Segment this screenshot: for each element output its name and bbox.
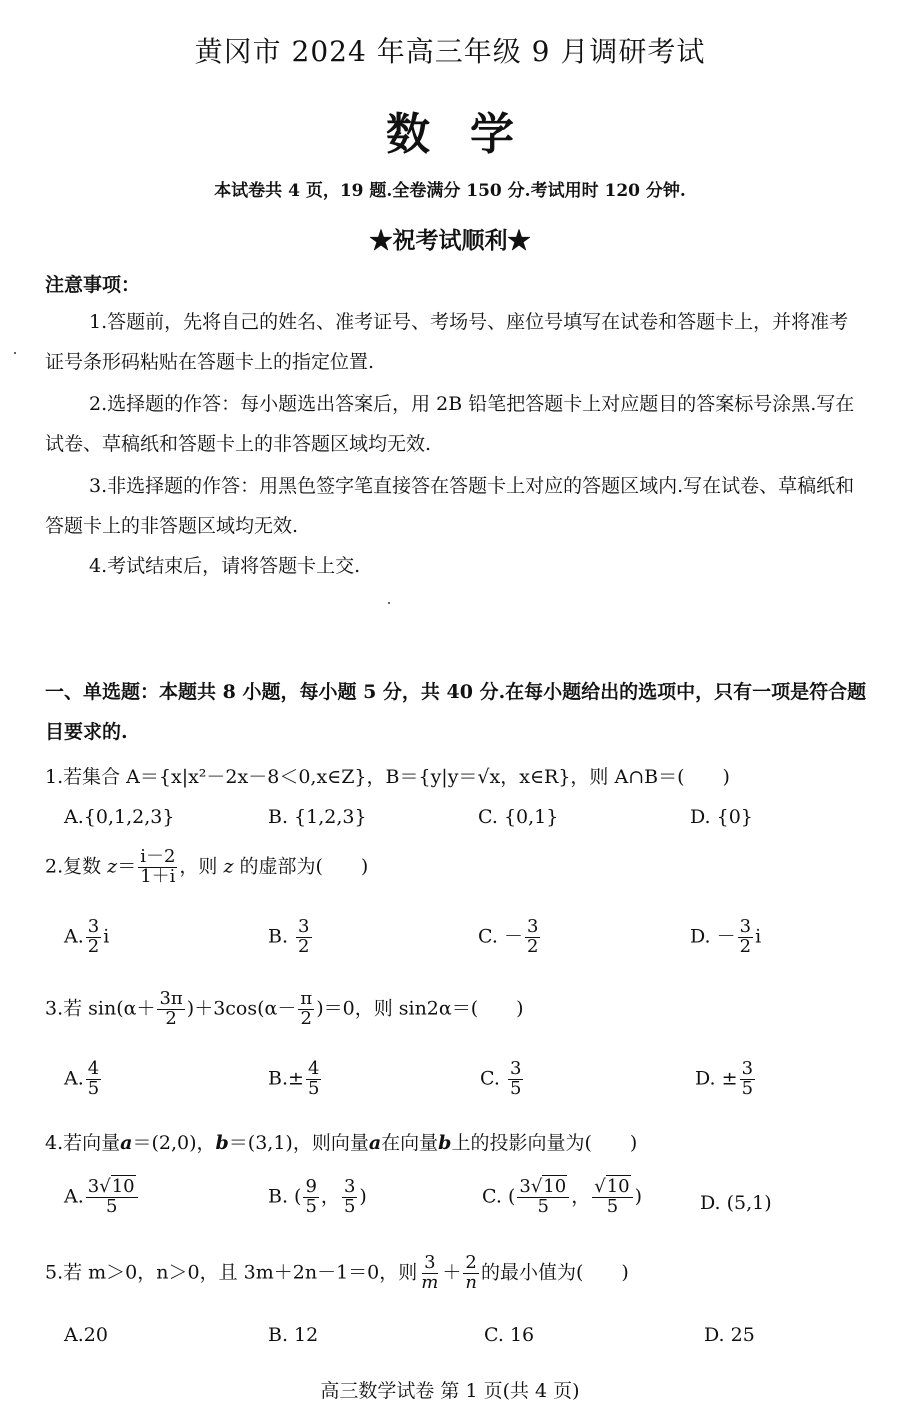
numerator: 3 bbox=[87, 916, 100, 937]
denominator: 2 bbox=[300, 1007, 312, 1029]
denominator: 5 bbox=[509, 1077, 522, 1099]
option-fraction bbox=[342, 1178, 357, 1217]
q2-eq: ＝ bbox=[117, 855, 137, 878]
radicand: 10 bbox=[111, 1176, 135, 1197]
numerator: 3 bbox=[343, 1176, 356, 1197]
option-tail: i bbox=[103, 925, 110, 948]
numerator: 3 bbox=[741, 1058, 754, 1079]
note-item-1: 1.答题前，先将自己的姓名、准考证号、考场号、座位号填写在试卷和答题卡上，并将准考证号条形码粘贴在答题卡上的指定位置. bbox=[45, 311, 849, 373]
denominator: n bbox=[465, 1271, 477, 1293]
page-footer: 高三数学试卷 第 1 页(共 4 页) bbox=[320, 1380, 580, 1402]
q2-option-c bbox=[478, 918, 542, 957]
numerator: 3 bbox=[298, 916, 310, 937]
numerator: 3 bbox=[526, 916, 539, 937]
q1-option-d: D. {0} bbox=[690, 806, 753, 828]
q2-denominator: 1＋i bbox=[140, 865, 176, 887]
q3-option-d bbox=[695, 1060, 757, 1099]
q1-option-a: A.{0,1,2,3} bbox=[64, 806, 175, 828]
q4-option-d: D. (5,1) bbox=[700, 1192, 772, 1214]
q5-part-1: 5.若 m＞0，n＞0，且 3m＋2n－1＝0，则 bbox=[45, 1261, 418, 1284]
option-label: A. bbox=[64, 925, 84, 948]
coefficient: 3 bbox=[87, 1176, 100, 1197]
q4-part-4: 在向量 bbox=[381, 1132, 439, 1154]
q2-suffix-post: 的虚部为( ) bbox=[233, 855, 369, 878]
q4-option-c bbox=[482, 1178, 642, 1217]
numerator: 3 bbox=[739, 916, 752, 937]
option-label: B. bbox=[268, 925, 295, 948]
notes-heading: 注意事项： bbox=[45, 274, 141, 296]
option-fraction bbox=[592, 1178, 632, 1217]
radicand: 10 bbox=[543, 1176, 567, 1197]
option-sign: ± bbox=[721, 1067, 738, 1090]
option-label: D. bbox=[690, 925, 717, 948]
denominator: 2 bbox=[165, 1007, 177, 1029]
vector-b: b bbox=[438, 1132, 452, 1154]
option-fraction bbox=[740, 1060, 755, 1099]
numerator: 9 bbox=[305, 1176, 317, 1197]
question-1-stem: 1.若集合 A＝{x|x²－2x－8＜0,x∈Z}，B＝{y|y＝√x，x∈R}，则 A∩B＝( ) bbox=[45, 766, 730, 788]
q2-suffix-pre: ，则 bbox=[179, 855, 224, 878]
option-label: C. bbox=[478, 925, 504, 948]
q5-option-c: C. 16 bbox=[484, 1324, 535, 1346]
q3-option-b bbox=[268, 1060, 323, 1099]
q3-part-2: )＋3cos(α－ bbox=[186, 997, 297, 1020]
note-item-2: 2.选择题的作答：每小题选出答案后，用 2B 铅笔把答题卡上对应题目的答案标号涂黑.写在试卷、草稿纸和答题卡上的非答题区域均无效. bbox=[45, 393, 855, 455]
coefficient: 3 bbox=[519, 1176, 531, 1197]
q3-part-1: 3.若 sin(α＋ bbox=[45, 997, 156, 1020]
exam-title: 黄冈市 2024 年高三年级 9 月调研考试 bbox=[194, 35, 706, 68]
q5-option-a: A.20 bbox=[64, 1324, 108, 1346]
denominator: 2 bbox=[87, 935, 100, 957]
subject-title: 数学 bbox=[386, 109, 554, 160]
denominator: 5 bbox=[537, 1195, 549, 1217]
q5-option-b: B. 12 bbox=[268, 1324, 319, 1346]
denominator: 5 bbox=[741, 1077, 754, 1099]
close-paren: ) bbox=[634, 1185, 643, 1208]
q4-option-b bbox=[268, 1178, 367, 1217]
separator: ， bbox=[320, 1185, 340, 1208]
q2-numerator: i－2 bbox=[140, 846, 176, 867]
denominator: 2 bbox=[526, 935, 539, 957]
q3-option-a bbox=[64, 1060, 103, 1099]
option-sign: － bbox=[503, 925, 523, 948]
q2-fraction bbox=[138, 848, 177, 887]
q5-fraction-2 bbox=[463, 1254, 479, 1293]
scan-speck bbox=[14, 352, 16, 354]
q4-part-3: ＝(3,1)，则向量 bbox=[228, 1132, 369, 1154]
q2-option-d bbox=[690, 918, 761, 957]
separator: ， bbox=[571, 1185, 591, 1208]
denominator: 5 bbox=[105, 1195, 118, 1217]
question-4-stem bbox=[45, 1128, 637, 1155]
q3-fraction-1 bbox=[157, 990, 184, 1029]
numerator: 3√10 bbox=[86, 1178, 138, 1198]
option-fraction bbox=[306, 1060, 321, 1099]
denominator: 5 bbox=[606, 1195, 619, 1217]
note-item-3: 3.非选择题的作答：用黑色签字笔直接答在答题卡上对应的答题区域内.写在试卷、草稿纸和答题卡上的非答题区域均无效. bbox=[45, 475, 855, 537]
option-fraction bbox=[517, 1178, 569, 1217]
numerator: 4 bbox=[307, 1058, 320, 1079]
radicand: 10 bbox=[606, 1176, 630, 1197]
option-fraction bbox=[86, 1060, 101, 1099]
q3-option-c bbox=[480, 1060, 525, 1099]
q2-option-b bbox=[268, 918, 314, 957]
q1-option-b: B. {1,2,3} bbox=[268, 806, 367, 828]
option-label: A. bbox=[64, 1067, 84, 1090]
numerator: 3√10 bbox=[517, 1178, 569, 1198]
question-2-stem bbox=[45, 848, 368, 887]
option-label: B. ( bbox=[268, 1185, 302, 1208]
option-fraction bbox=[86, 1178, 138, 1217]
vector-b: b bbox=[215, 1132, 229, 1154]
numerator: 3 bbox=[509, 1058, 522, 1079]
note-item-4: 4.考试结束后，请将答题卡上交. bbox=[89, 555, 361, 577]
option-fraction bbox=[508, 1060, 523, 1099]
q1-option-c: C. {0,1} bbox=[478, 806, 559, 828]
q3-part-3: )＝0，则 sin2α＝( ) bbox=[316, 997, 524, 1020]
denominator: 5 bbox=[87, 1077, 100, 1099]
numerator: 2 bbox=[465, 1252, 477, 1273]
option-fraction bbox=[525, 918, 540, 957]
section-heading: 一、单选题：本题共 8 小题，每小题 5 分，共 40 分.在每小题给出的选项中，只有一项是符合题目要求的. bbox=[45, 681, 867, 743]
q5-fraction-1 bbox=[419, 1254, 440, 1293]
option-tail: i bbox=[755, 925, 762, 948]
scan-speck bbox=[388, 602, 390, 604]
option-label: C. ( bbox=[482, 1185, 516, 1208]
q3-fraction-2 bbox=[298, 990, 314, 1029]
q4-part-2: ＝(2,0)， bbox=[132, 1132, 216, 1154]
q5-option-d: D. 25 bbox=[704, 1324, 755, 1346]
option-label: C. bbox=[480, 1067, 506, 1090]
denominator: m bbox=[421, 1271, 439, 1293]
question-5-stem bbox=[45, 1254, 629, 1293]
denominator: 5 bbox=[343, 1195, 356, 1217]
q2-option-a bbox=[64, 918, 109, 957]
vector-a: a bbox=[368, 1132, 382, 1154]
numerator: 3π bbox=[159, 988, 183, 1009]
option-sign: － bbox=[716, 925, 736, 948]
denominator: 5 bbox=[305, 1195, 317, 1217]
close-paren: ) bbox=[359, 1185, 367, 1208]
denominator: 2 bbox=[739, 935, 752, 957]
option-label: A. bbox=[64, 1185, 84, 1208]
numerator: π bbox=[300, 988, 313, 1009]
denominator: 5 bbox=[307, 1077, 320, 1099]
q2-prefix: 2.复数 bbox=[45, 855, 108, 878]
option-fraction bbox=[738, 918, 753, 957]
exam-info: 本试卷共 4 页，19 题.全卷满分 150 分.考试用时 120 分钟. bbox=[214, 181, 686, 201]
q4-part-1: 4.若向量 bbox=[45, 1132, 121, 1154]
question-3-stem bbox=[45, 990, 524, 1029]
q4-part-5: 上的投影向量为( ) bbox=[451, 1132, 638, 1154]
q2-var-2: z bbox=[223, 855, 234, 878]
plus-sign: ＋ bbox=[442, 1261, 462, 1284]
good-luck-banner: ★祝考试顺利★ bbox=[369, 227, 531, 254]
numerator: 4 bbox=[87, 1058, 100, 1079]
option-fraction bbox=[296, 918, 311, 957]
option-label: D. bbox=[695, 1067, 722, 1090]
q2-var: z bbox=[107, 855, 118, 878]
numerator: 3 bbox=[424, 1252, 436, 1273]
option-label: B. bbox=[268, 1067, 289, 1090]
q4-option-a bbox=[64, 1178, 140, 1217]
option-fraction bbox=[303, 1178, 318, 1217]
q5-part-2: 的最小值为( ) bbox=[480, 1261, 629, 1284]
vector-a: a bbox=[120, 1132, 133, 1154]
option-fraction bbox=[86, 918, 101, 957]
option-sign: ± bbox=[288, 1067, 304, 1090]
denominator: 2 bbox=[298, 935, 310, 957]
numerator: √10 bbox=[592, 1178, 632, 1198]
